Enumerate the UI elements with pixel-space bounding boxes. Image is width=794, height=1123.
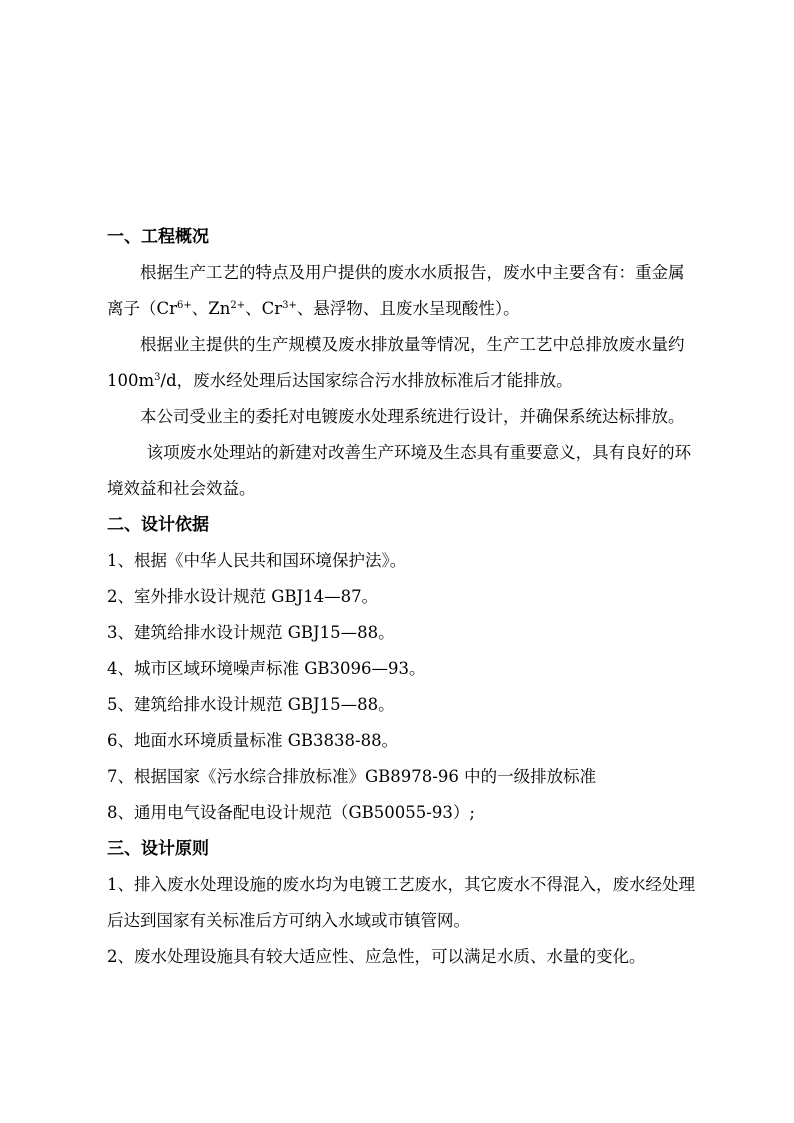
section-1-paragraph-1: 根据生产工艺的特点及用户提供的废水水质报告，废水中主要含有：重金属离子（$Cr^{6+}$、$Zn^{2+}$、$Cr^{3+}$、悬浮物、且废水呈现酸性）。 [107, 263, 685, 318]
section-2-heading: 二、设计依据 [107, 515, 209, 535]
section-1-paragraph-3: 本公司受业主的委托对电镀废水处理系统进行设计，并确保系统达标排放。 [140, 407, 685, 426]
basis-item: 8、通用电气设备配电设计规范（GB50055-93）; [107, 803, 475, 822]
basis-item: 6、地面水环境质量标准 GB3838-88。 [107, 731, 399, 750]
document-body [107, 219, 697, 975]
basis-item: 3、建筑给排水设计规范 GBJ15—88。 [107, 623, 395, 642]
basis-item: 2、室外排水设计规范 GBJ14—87。 [107, 587, 379, 606]
section-3-heading: 三、设计原则 [107, 839, 209, 859]
basis-item: 7、根据国家《污水综合排放标准》GB8978-96 中的一级排放标准 [107, 767, 597, 786]
basis-item: 4、城市区域环境噪声标准 GB3096—93。 [107, 659, 426, 678]
basis-item: 1、根据《中华人民共和国环境保护法》。 [107, 551, 407, 570]
principle-item: 1、排入废水处理设施的废水均为电镀工艺废水，其它废水不得混入，废水经处理后达到国家有关标准后方可纳入水域或市镇管网。 [107, 875, 695, 930]
section-1-paragraph-4: 该项废水处理站的新建对改善生产环境及生态具有重要意义，具有良好的环境效益和社会效益。 [107, 443, 692, 498]
section-1-paragraph-2: 根据业主提供的生产规模及废水排放量等情况，生产工艺中总排放废水量约$100m^3/d$，废水经处理后达国家综合污水排放标准后才能排放。 [107, 335, 685, 390]
principle-item: 2、废水处理设施具有较大适应性、应急性，可以满足水质、水量的变化。 [107, 947, 646, 966]
basis-item: 5、建筑给排水设计规范 GBJ15—88。 [107, 695, 395, 714]
section-1-heading: 一、工程概况 [107, 227, 209, 247]
